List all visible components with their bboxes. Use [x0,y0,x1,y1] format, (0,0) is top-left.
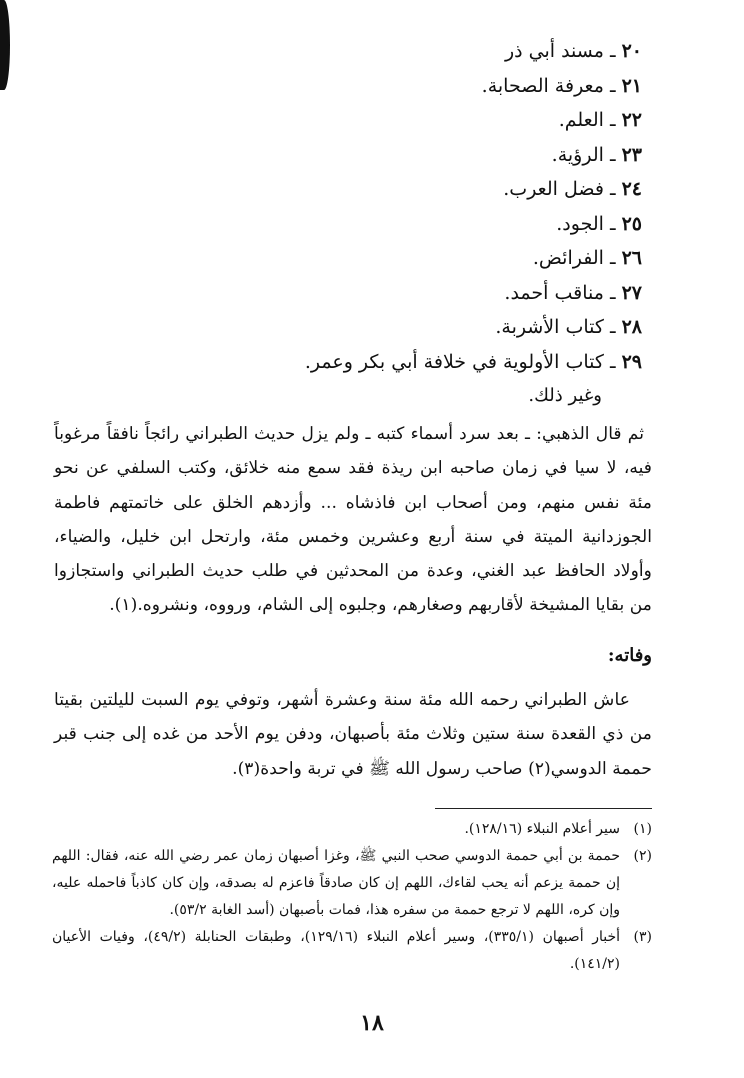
item-number: ٢٩ [621,350,642,373]
list-item [82,34,642,69]
list-item [82,207,642,242]
page-number: ١٨ [360,1010,384,1036]
footnote-number: (٣) [633,929,652,945]
footnote [52,816,652,843]
list-item [82,241,642,276]
footnotes-list [52,816,652,978]
list-item [82,276,642,311]
footnote-separator [435,808,652,809]
item-number: ٢٣ [621,143,642,166]
item-number: ٢٥ [621,212,642,235]
item-dash: ـ [609,143,616,166]
item-dash: ـ [609,178,616,200]
footnote-text: سير أعلام النبلاء (١٢٨/١٦). [464,821,620,837]
item-dash: ـ [609,109,616,131]
works-list [82,34,642,413]
item-dash: ـ [609,74,616,97]
footnote-number: (١) [633,821,652,837]
item-title: مسند أبي ذر [504,40,604,62]
item-dash: ـ [609,247,616,269]
item-title: فضل العرب. [503,178,604,200]
section-heading-death: وفاته: [607,645,652,666]
item-number: ٢٧ [621,281,642,304]
item-dash: ـ [609,212,616,235]
item-title: الفرائض. [532,247,604,269]
item-title: معرفة الصحابة. [481,74,604,97]
list-item [82,345,642,380]
body-paragraph-death: عاش الطبراني رحمه الله مئة سنة وعشرة أشهر، وتوفي يوم السبت لليلتين بقيتا من ذي القعدة سنة ستين وثلاث مئة بأصبهان، ودفن يوم الأحد من غده إلى جنب قبر حممة الدوسي(٢) صاحب رسول الله ﷺ في تربة واحدة(٣). [54,690,652,779]
list-extra-note: وغير ذلك. [528,385,602,406]
item-dash: ـ [609,281,616,304]
item-title: كتاب الأشربة. [495,316,604,338]
body-paragraph-dhahabi: ثم قال الذهبي: ـ بعد سرد أسماء كتبه ـ ولم يزل حديث الطبراني رائجاً نافقاً مرغوباً فيه، لا سيا في زمان صاحبه ابن ريذة فقد سمع منه خلائق، وكتب السلفي عن نحو مئة نفس منهم، ومن أصحاب ابن فاذشاه ... وأزدهم الخلق على خاتمتهم فاطمة الجوزدانية الميتة في سنة أربع وعشرين وخمس مئة، وارتحل ابن خليل، والضياء، وأولاد الحافظ عبد الغني، وعدة من المحدثين في طلب حديث الطبراني واستجازوا من بقايا المشيخة لأقاربهم وصغارهم، وجلبوه إلى الشام، ورووه، ونشروه.(١). [54,424,652,616]
item-number: ٢٢ [621,109,642,131]
footnote-text: حممة بن أبي حممة الدوسي صحب النبي ﷺ، وغزا أصبهان زمان عمر رضي الله عنه، فقال: اللهم إن حممة يزعم أنه يحب لقاءك، اللهم إن كان صادقاً فاعزم له بصدقه، وإن كان كاذباً فاحمله عليه، وإن كره، اللهم لا ترجع حممة من سفره هذا، فمات بأصبهان (أسد الغابة ٥٣/٢). [52,848,620,918]
list-item [82,172,642,207]
item-number: ٢٤ [621,178,642,200]
list-item [82,103,642,138]
item-dash: ـ [609,40,616,62]
footnote [52,924,652,978]
item-dash: ـ [609,350,616,373]
footnote [52,843,652,924]
footnote-text: أخبار أصبهان (٣٣٥/١)، وسير أعلام النبلاء (١٢٩/١٦)، وطبقات الحنابلة (٤٩/٢)، وفيات الأعيان (١٤١/٢). [52,929,620,972]
list-item [82,138,642,173]
item-number: ٢٨ [621,316,642,338]
list-item [82,69,642,104]
item-number: ٢٠ [621,40,642,62]
item-number: ٢٦ [621,247,642,269]
item-title: مناقب أحمد. [504,281,604,304]
item-title: العلم. [558,109,604,131]
item-title: كتاب الأولوية في خلافة أبي بكر وعمر. [304,350,604,373]
footnote-number: (٢) [633,848,652,864]
item-title: الرؤية. [551,143,604,166]
list-item [82,310,642,345]
scan-binding-shadow [0,0,10,90]
item-title: الجود. [556,212,604,235]
item-number: ٢١ [621,74,642,97]
item-dash: ـ [609,316,616,338]
